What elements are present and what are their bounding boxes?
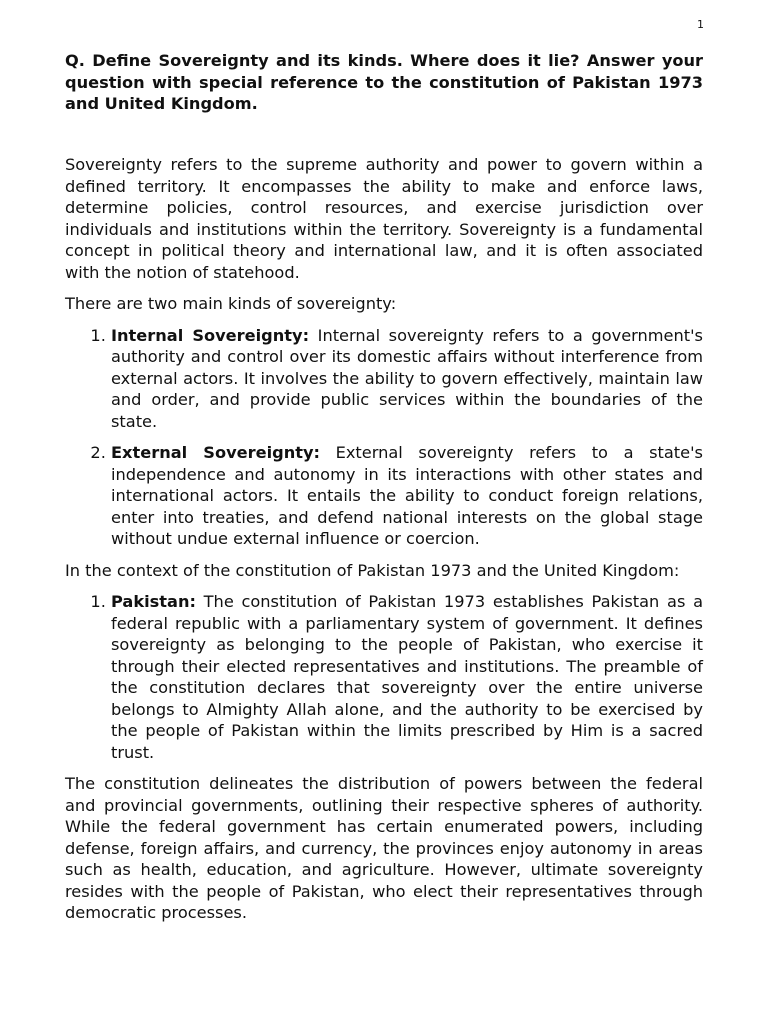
list-item-text: Internal sovereignty refers to a government's authority and control over its domestic affairs without interference from external actors. It involves the ability to govern effectively, maintain law and order, and provide public services within the boundaries of the state. [111, 325, 703, 431]
list-item-text: External sovereignty refers to a state's independence and autonomy in its interactions with other states and international actors. It entails the ability to conduct foreign relations, enter into treaties, and defend national interests on the global stage without undue external influence or coercion. [111, 443, 703, 548]
list-item-term: Pakistan: [111, 592, 196, 611]
context-intro-paragraph: In the context of the constitution of Pakistan 1973 and the United Kingdom: [65, 560, 680, 580]
list-item [111, 591, 703, 763]
question-heading: Q. Define Sovereignty and its kinds. Where does it lie? Answer your question with special reference to the constitution of Pakistan 1973 and United Kingdom. [65, 51, 703, 113]
page-number: 1 [697, 18, 704, 31]
closing-paragraph: The constitution delineates the distribution of powers between the federal and provincial governments, outlining their respective spheres of authority. While the federal government has certain enumerated powers, including defense, foreign affairs, and currency, the provinces enjoy autonomy in areas such as health, education, and agriculture. However, ultimate sovereignty resides with the people of Pakistan, who elect their representatives through democratic processes. [65, 774, 703, 922]
list-item-term: External Sovereignty: [111, 443, 320, 462]
list-item [111, 325, 703, 433]
document-body [65, 154, 703, 934]
context-list [65, 591, 703, 763]
list-item-term: Internal Sovereignty: [111, 325, 310, 345]
list-item-text: The constitution of Pakistan 1973 establishes Pakistan as a federal republic with a parliamentary system of government. It defines sovereignty as belonging to the people of Pakistan, who exercise it through their elected representatives and institutions. The preamble of the constitution declares that sovereignty over the entire universe belongs to Almighty Allah alone, and the authority to be exercised by the people of Pakistan within the limits prescribed by Him is a sacred trust. [111, 592, 703, 762]
list-item [111, 442, 703, 550]
intro-paragraph: Sovereignty refers to the supreme authority and power to govern within a defined territory. It encompasses the ability to make and enforce laws, determine policies, control resources, and exercise jurisdiction over individuals and institutions within the territory. Sovereignty is a fundamental concept in political theory and international law, and it is often associated with the notion of statehood. [65, 155, 703, 282]
kinds-intro-paragraph: There are two main kinds of sovereignty: [65, 294, 397, 313]
kinds-list [65, 325, 703, 550]
